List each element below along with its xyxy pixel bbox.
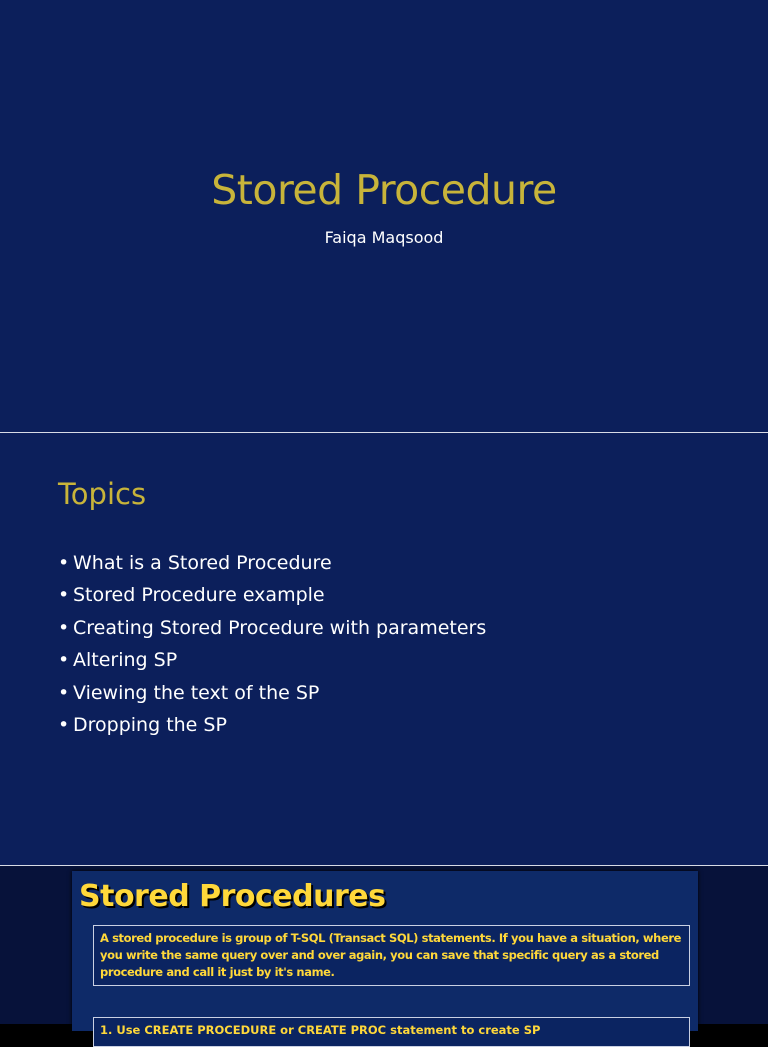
step-box: 1. Use CREATE PROCEDURE or CREATE PROC statement to create SP	[93, 1017, 690, 1047]
bullet-icon: •	[58, 584, 70, 607]
bullet-icon: •	[58, 552, 70, 574]
topic-item: • Stored Procedure example	[58, 579, 486, 611]
topic-item: • Dropping the SP	[58, 709, 486, 741]
topics-list	[58, 547, 486, 741]
embedded-slide-image	[72, 871, 698, 1037]
definition-box: A stored procedure is group of T-SQL (Transact SQL) statements. If you have a situation, where you write the same query over and over again, you can save that specific query as a stored procedure and call it just by it's name.	[93, 925, 690, 986]
topics-heading: Topics	[58, 477, 147, 511]
topic-item: • What is a Stored Procedure	[58, 547, 486, 579]
bullet-icon: •	[58, 649, 70, 672]
slide-author: Faiqa Maqsood	[324, 228, 444, 247]
bullet-icon: •	[58, 681, 70, 704]
topic-item: • Altering SP	[58, 644, 486, 676]
slide-topics	[0, 433, 768, 865]
topic-item: • Creating Stored Procedure with parameters	[58, 612, 486, 644]
stored-procedures-heading: Stored Procedures	[79, 879, 386, 914]
bullet-icon: •	[58, 616, 70, 639]
bullet-icon: •	[58, 713, 70, 736]
slide-title-heading: Stored Procedure	[211, 166, 557, 214]
slide-stored-procedures	[0, 866, 768, 1037]
slide-title	[0, 0, 768, 432]
topic-item: • Viewing the text of the SP	[58, 677, 486, 709]
